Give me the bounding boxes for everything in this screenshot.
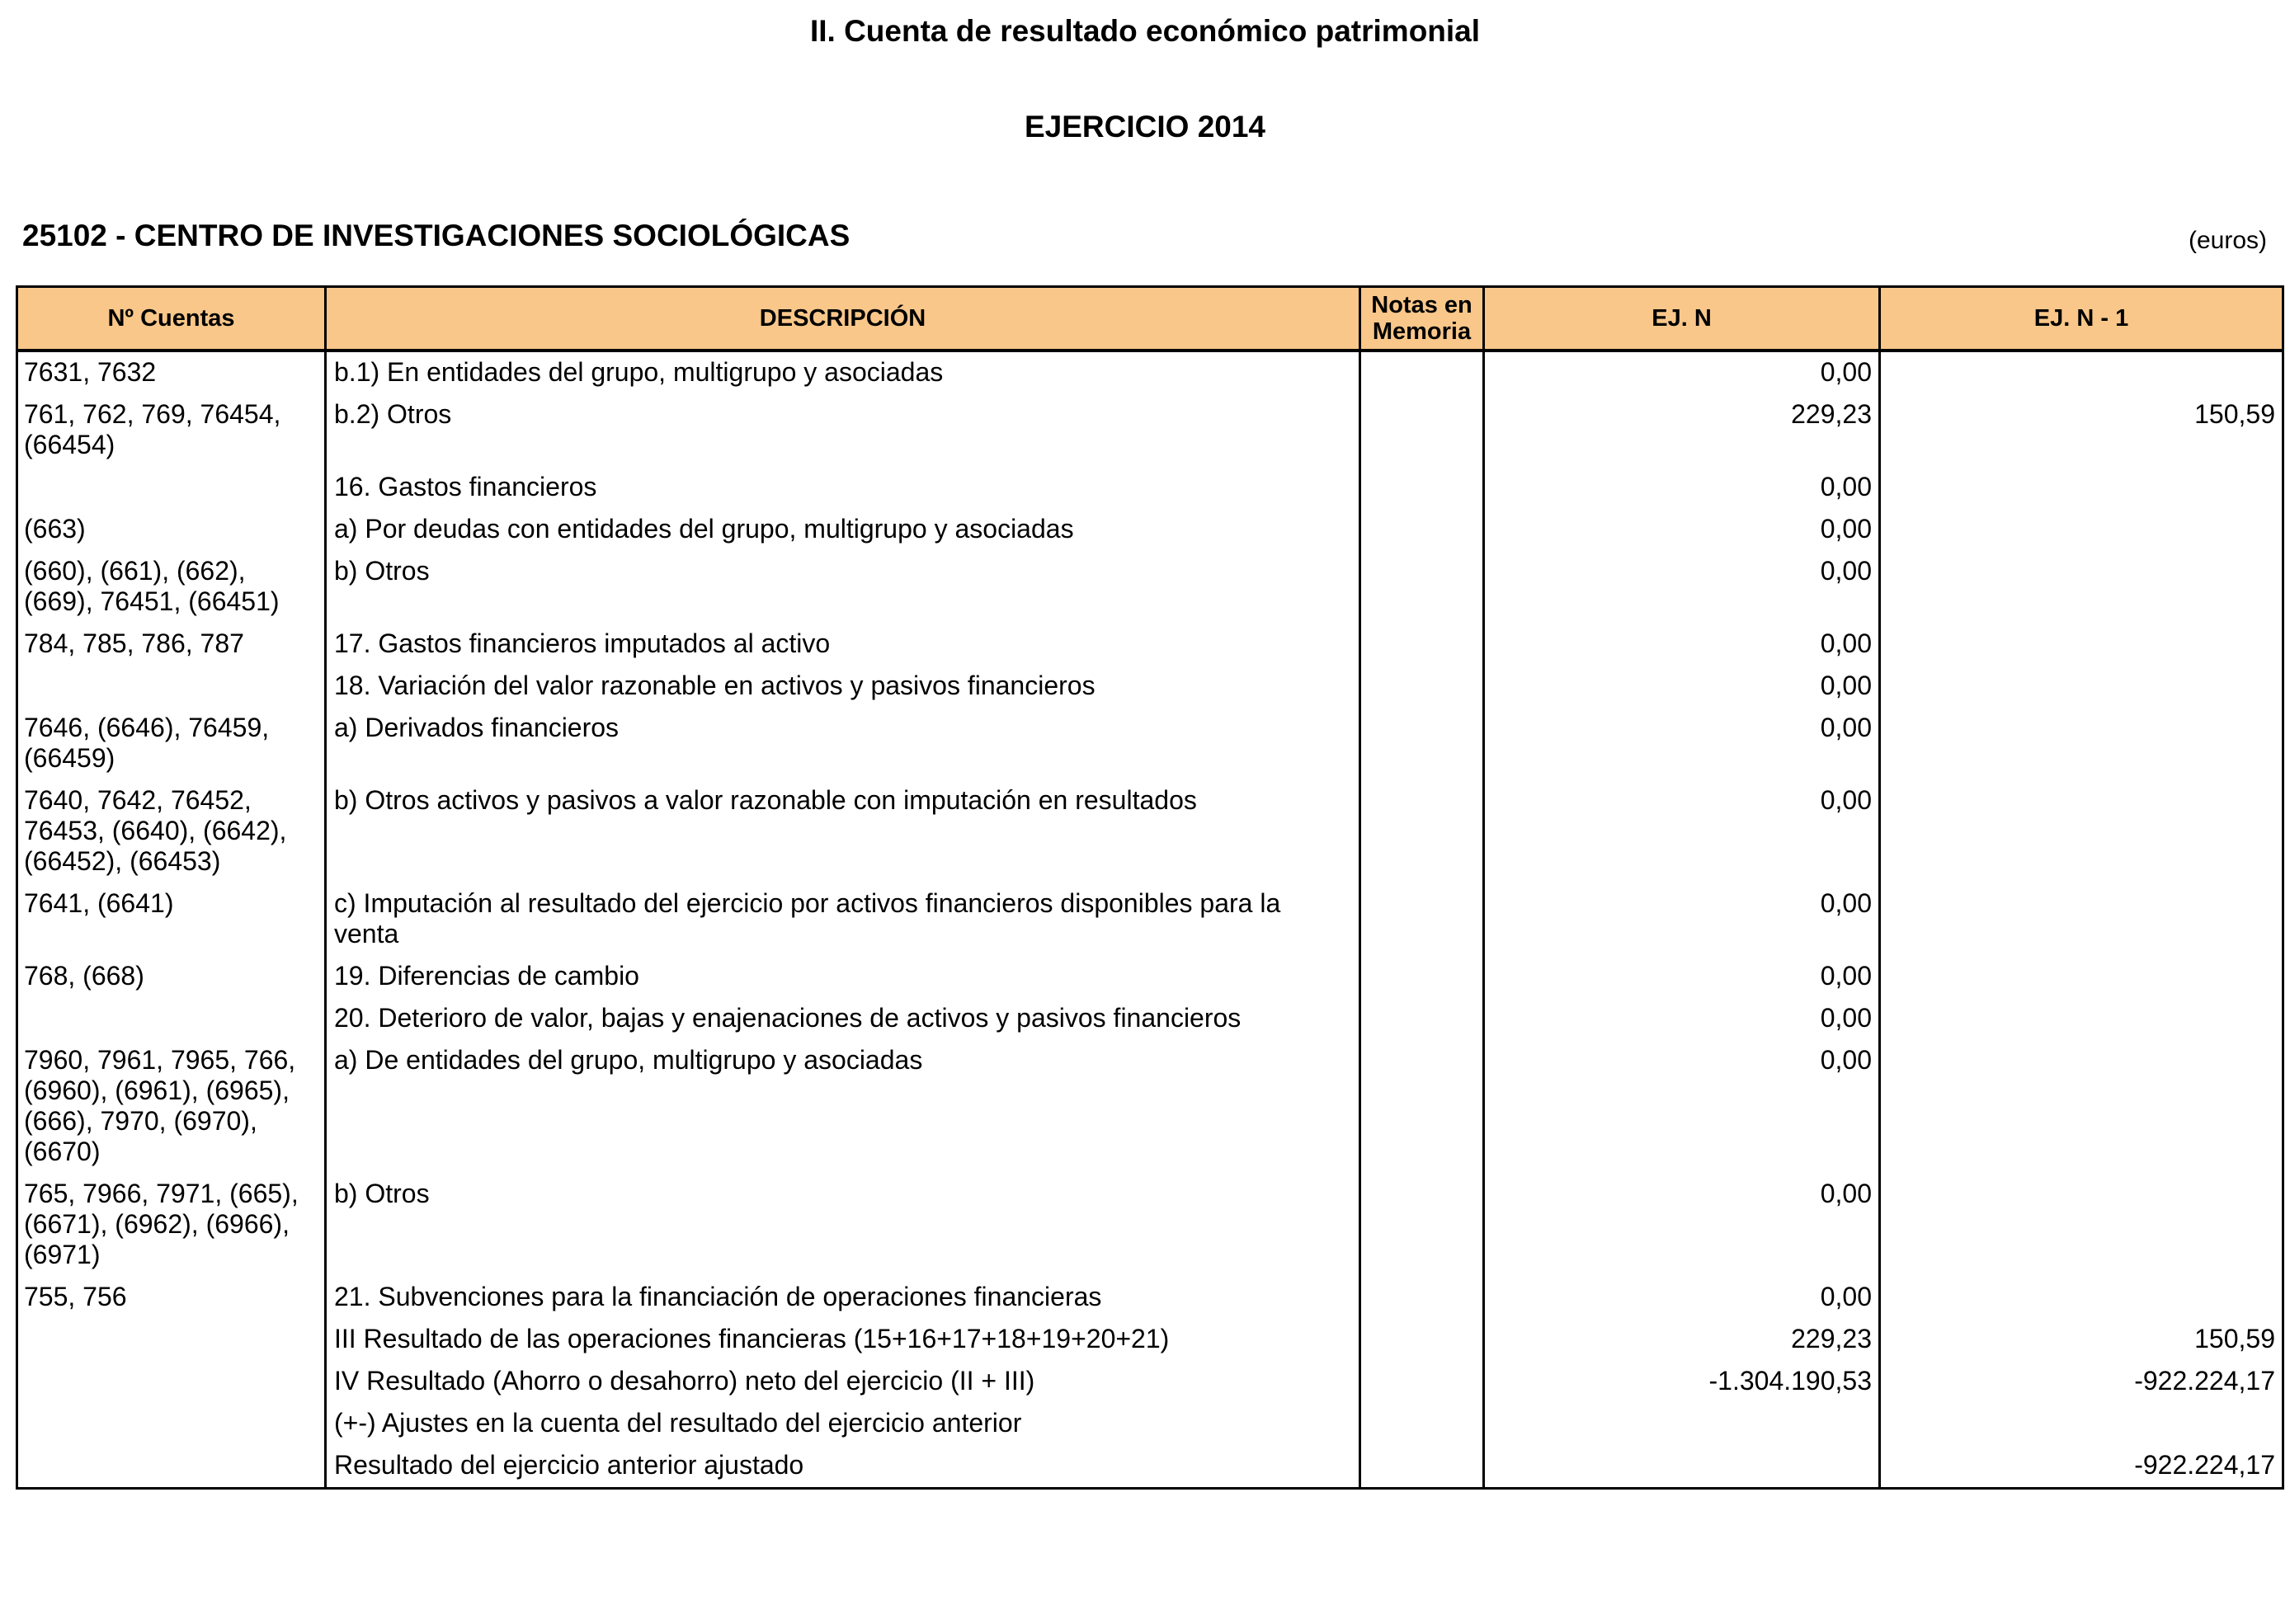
accounts-cell: 7960, 7961, 7965, 766, (6960), (6961), (6965), (666), 7970, (6970), (6670) bbox=[17, 1040, 326, 1174]
table-row bbox=[17, 1445, 2283, 1489]
notes-cell bbox=[1360, 1319, 1484, 1361]
notes-cell bbox=[1360, 708, 1484, 780]
previous-year-cell bbox=[1880, 956, 2283, 998]
table-row bbox=[17, 883, 2283, 956]
notes-cell bbox=[1360, 1403, 1484, 1445]
notes-cell bbox=[1360, 883, 1484, 956]
previous-year-cell bbox=[1880, 998, 2283, 1040]
notes-cell bbox=[1360, 666, 1484, 708]
notes-cell bbox=[1360, 780, 1484, 883]
exercise-title: EJERCICIO 2014 bbox=[1024, 110, 1266, 144]
table-row bbox=[17, 467, 2283, 509]
header-description: DESCRIPCIÓN bbox=[326, 287, 1360, 351]
table-row bbox=[17, 708, 2283, 780]
table-row bbox=[17, 1277, 2283, 1319]
previous-year-cell: 150,59 bbox=[1880, 394, 2283, 467]
current-year-cell bbox=[1484, 1403, 1880, 1445]
accounts-cell bbox=[17, 998, 326, 1040]
description-cell: 17. Gastos financieros imputados al activo bbox=[326, 624, 1360, 666]
previous-year-cell bbox=[1880, 1174, 2283, 1277]
notes-cell bbox=[1360, 509, 1484, 551]
notes-cell bbox=[1360, 467, 1484, 509]
income-statement-table bbox=[16, 285, 2284, 1490]
previous-year-cell bbox=[1880, 883, 2283, 956]
current-year-cell: 229,23 bbox=[1484, 394, 1880, 467]
accounts-cell: 7640, 7642, 76452, 76453, (6640), (6642), (66452), (66453) bbox=[17, 780, 326, 883]
current-year-cell: 0,00 bbox=[1484, 666, 1880, 708]
current-year-cell: 0,00 bbox=[1484, 1174, 1880, 1277]
description-cell: 19. Diferencias de cambio bbox=[326, 956, 1360, 998]
previous-year-cell bbox=[1880, 666, 2283, 708]
description-cell: b) Otros activos y pasivos a valor razonable con imputación en resultados bbox=[326, 780, 1360, 883]
header-current-year: EJ. N bbox=[1484, 287, 1880, 351]
accounts-cell bbox=[17, 1403, 326, 1445]
accounts-cell bbox=[17, 467, 326, 509]
table-row bbox=[17, 509, 2283, 551]
accounts-cell: (663) bbox=[17, 509, 326, 551]
table-row bbox=[17, 666, 2283, 708]
accounts-cell: 7631, 7632 bbox=[17, 351, 326, 394]
previous-year-cell bbox=[1880, 351, 2283, 394]
notes-cell bbox=[1360, 1361, 1484, 1403]
previous-year-cell bbox=[1880, 780, 2283, 883]
notes-cell bbox=[1360, 394, 1484, 467]
notes-cell bbox=[1360, 551, 1484, 624]
current-year-cell: 0,00 bbox=[1484, 509, 1880, 551]
description-cell: b.2) Otros bbox=[326, 394, 1360, 467]
table-header-row bbox=[17, 287, 2283, 351]
accounts-cell bbox=[17, 666, 326, 708]
accounts-cell bbox=[17, 1319, 326, 1361]
description-cell: c) Imputación al resultado del ejercicio por activos financieros disponibles para la venta bbox=[326, 883, 1360, 956]
notes-cell bbox=[1360, 351, 1484, 394]
current-year-cell: 0,00 bbox=[1484, 780, 1880, 883]
previous-year-cell bbox=[1880, 1040, 2283, 1174]
accounts-cell: 761, 762, 769, 76454, (66454) bbox=[17, 394, 326, 467]
accounts-cell: 768, (668) bbox=[17, 956, 326, 998]
previous-year-cell bbox=[1880, 624, 2283, 666]
table-row bbox=[17, 551, 2283, 624]
page-title: II. Cuenta de resultado económico patrimonial bbox=[809, 14, 1481, 48]
table-row bbox=[17, 1403, 2283, 1445]
header-notes: Notas en Memoria bbox=[1360, 287, 1484, 351]
previous-year-cell bbox=[1880, 551, 2283, 624]
description-cell: IV Resultado (Ahorro o desahorro) neto del ejercicio (II + III) bbox=[326, 1361, 1360, 1403]
current-year-cell: 0,00 bbox=[1484, 708, 1880, 780]
header-accounts: Nº Cuentas bbox=[17, 287, 326, 351]
current-year-cell: 0,00 bbox=[1484, 351, 1880, 394]
description-cell: b) Otros bbox=[326, 1174, 1360, 1277]
current-year-cell: 0,00 bbox=[1484, 1277, 1880, 1319]
current-year-cell: 0,00 bbox=[1484, 956, 1880, 998]
table-row bbox=[17, 1361, 2283, 1403]
accounts-cell bbox=[17, 1445, 326, 1489]
description-cell: (+-) Ajustes en la cuenta del resultado del ejercicio anterior bbox=[326, 1403, 1360, 1445]
table-row bbox=[17, 1319, 2283, 1361]
description-cell: a) Derivados financieros bbox=[326, 708, 1360, 780]
description-cell: b) Otros bbox=[326, 551, 1360, 624]
description-cell: Resultado del ejercicio anterior ajustado bbox=[326, 1445, 1360, 1489]
current-year-cell: 0,00 bbox=[1484, 624, 1880, 666]
table-row bbox=[17, 998, 2283, 1040]
previous-year-cell: -922.224,17 bbox=[1880, 1445, 2283, 1489]
current-year-cell: 0,00 bbox=[1484, 551, 1880, 624]
units-label: (euros) bbox=[2188, 227, 2267, 254]
accounts-cell bbox=[17, 1361, 326, 1403]
table-row bbox=[17, 956, 2283, 998]
description-cell: a) Por deudas con entidades del grupo, multigrupo y asociadas bbox=[326, 509, 1360, 551]
current-year-cell: -1.304.190,53 bbox=[1484, 1361, 1880, 1403]
accounts-cell: 765, 7966, 7971, (665), (6671), (6962), (6966), (6971) bbox=[17, 1174, 326, 1277]
header-previous-year: EJ. N - 1 bbox=[1880, 287, 2283, 351]
current-year-cell: 229,23 bbox=[1484, 1319, 1880, 1361]
current-year-cell: 0,00 bbox=[1484, 1040, 1880, 1174]
current-year-cell: 0,00 bbox=[1484, 467, 1880, 509]
previous-year-cell bbox=[1880, 1403, 2283, 1445]
previous-year-cell bbox=[1880, 509, 2283, 551]
current-year-cell: 0,00 bbox=[1484, 998, 1880, 1040]
table-row bbox=[17, 394, 2283, 467]
accounts-cell: 784, 785, 786, 787 bbox=[17, 624, 326, 666]
table-row bbox=[17, 1174, 2283, 1277]
notes-cell bbox=[1360, 624, 1484, 666]
accounts-cell: (660), (661), (662), (669), 76451, (66451) bbox=[17, 551, 326, 624]
previous-year-cell bbox=[1880, 467, 2283, 509]
description-cell: 16. Gastos financieros bbox=[326, 467, 1360, 509]
description-cell: 20. Deterioro de valor, bajas y enajenaciones de activos y pasivos financieros bbox=[326, 998, 1360, 1040]
previous-year-cell: 150,59 bbox=[1880, 1319, 2283, 1361]
accounts-cell: 7641, (6641) bbox=[17, 883, 326, 956]
notes-cell bbox=[1360, 1040, 1484, 1174]
previous-year-cell bbox=[1880, 1277, 2283, 1319]
table-row bbox=[17, 1040, 2283, 1174]
description-cell: 21. Subvenciones para la financiación de operaciones financieras bbox=[326, 1277, 1360, 1319]
notes-cell bbox=[1360, 998, 1484, 1040]
table-row bbox=[17, 780, 2283, 883]
description-cell: 18. Variación del valor razonable en activos y pasivos financieros bbox=[326, 666, 1360, 708]
description-cell: b.1) En entidades del grupo, multigrupo y asociadas bbox=[326, 351, 1360, 394]
description-cell: a) De entidades del grupo, multigrupo y asociadas bbox=[326, 1040, 1360, 1174]
notes-cell bbox=[1360, 956, 1484, 998]
notes-cell bbox=[1360, 1174, 1484, 1277]
previous-year-cell bbox=[1880, 708, 2283, 780]
current-year-cell: 0,00 bbox=[1484, 883, 1880, 956]
entity-title: 25102 - CENTRO DE INVESTIGACIONES SOCIOLÓGICAS bbox=[22, 219, 851, 252]
table-row bbox=[17, 351, 2283, 394]
table-row bbox=[17, 624, 2283, 666]
current-year-cell bbox=[1484, 1445, 1880, 1489]
accounts-cell: 755, 756 bbox=[17, 1277, 326, 1319]
notes-cell bbox=[1360, 1445, 1484, 1489]
previous-year-cell: -922.224,17 bbox=[1880, 1361, 2283, 1403]
accounts-cell: 7646, (6646), 76459, (66459) bbox=[17, 708, 326, 780]
notes-cell bbox=[1360, 1277, 1484, 1319]
description-cell: III Resultado de las operaciones financieras (15+16+17+18+19+20+21) bbox=[326, 1319, 1360, 1361]
